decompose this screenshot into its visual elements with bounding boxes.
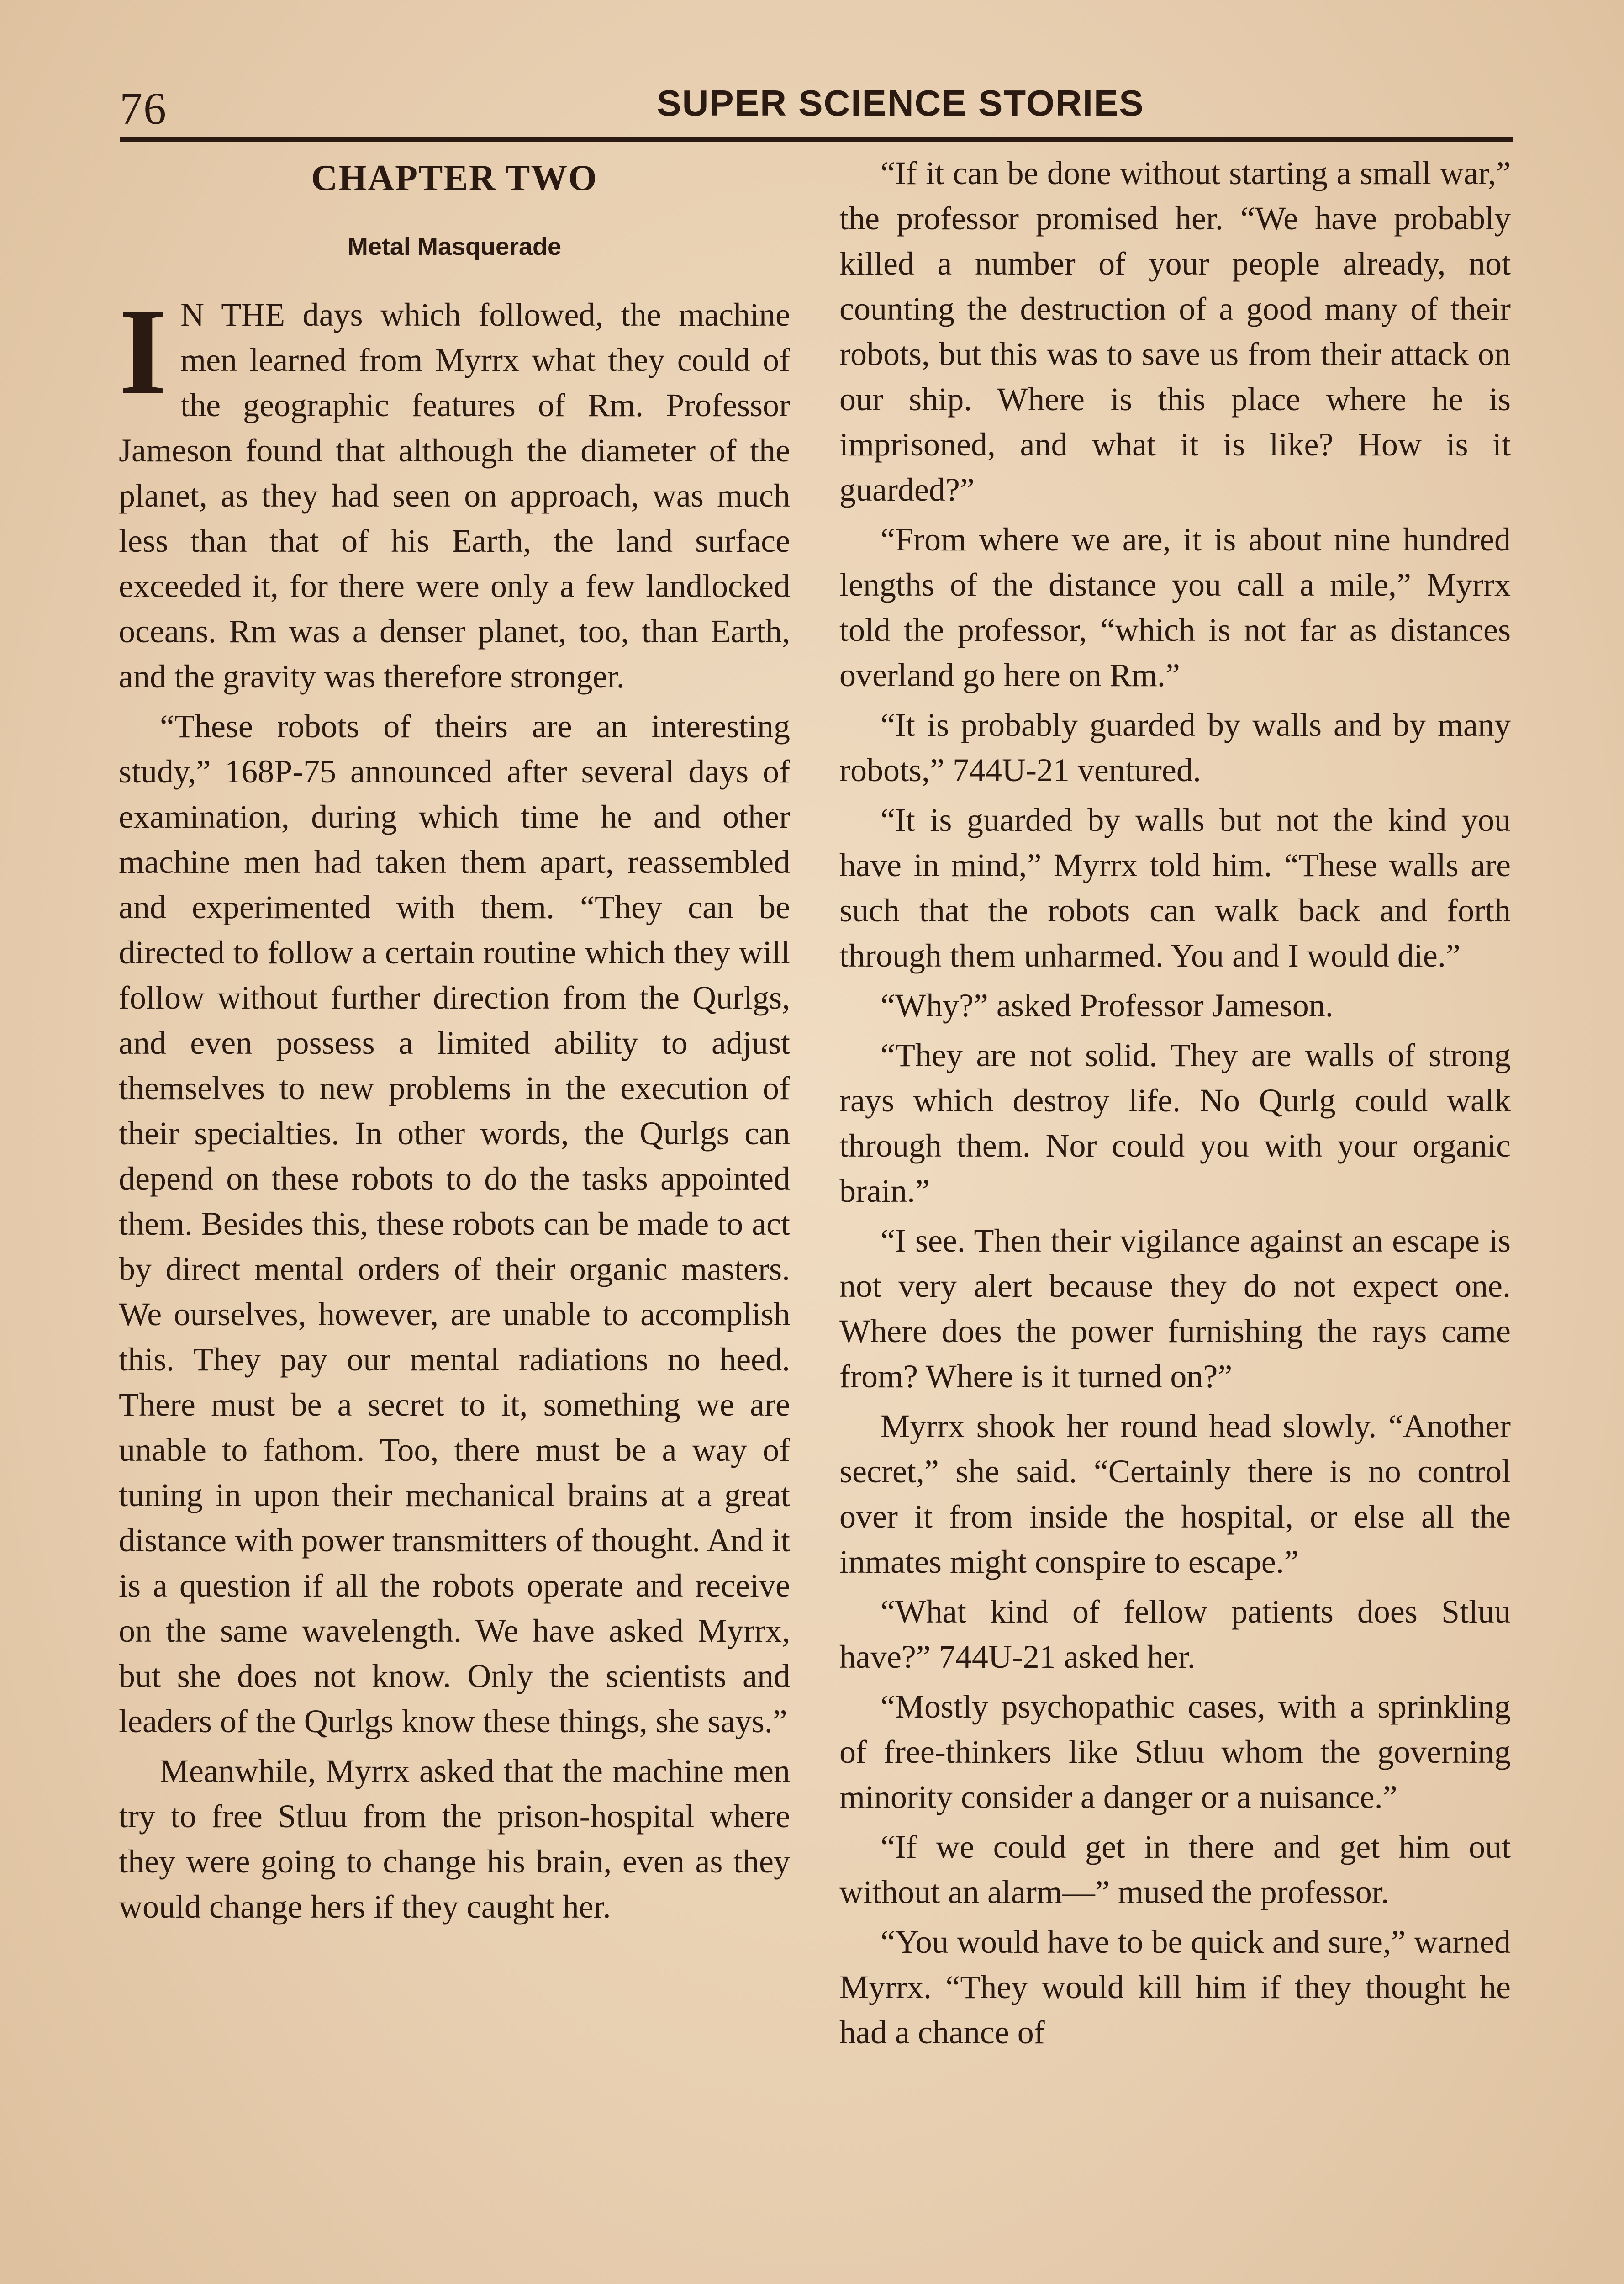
- drop-cap: I: [119, 283, 167, 420]
- chapter-subtitle: Metal Masquerade: [347, 233, 562, 260]
- header-rule: [120, 137, 1513, 142]
- paragraph: “From where we are, it is about nine hundred lengths of the distance you call a mile,” Myrrx told the professor, “which is not far as distances overland go here on Rm.”: [839, 521, 1511, 693]
- running-title: SUPER SCIENCE STORIES: [657, 83, 1144, 123]
- paragraph: “These robots of theirs are an interesting study,” 168P-75 announced after several days of examination, during which time he and other machine men had taken them apart, reassembled and experimented with them. “They can be directed to follow a certain routine which they will follow without further direction from the Qurlgs, and even possess a limited ability to adjust themselves to new problems in the execution of their specialties. In other words, the Qurlgs can depend on these robots to do the tasks appointed them. Besides this, these robots can be made to act by direct mental orders of their organic masters. We ourselves, however, are unable to accomplish this. They pay our mental radiations no heed. There must be a secret to it, something we are unable to fathom. Too, there must be a way of tuning in upon their mechanical brains at a great distance with power transmitters of thought. And it is a question if all the robots operate and receive on the same wavelength. We have asked Myrrx, but she does not know. Only the scientists and leaders of the Qurlgs know these things, she says.”: [119, 708, 790, 1739]
- paragraph: “Why?” asked Professor Jameson.: [881, 987, 1334, 1024]
- paragraph: “I see. Then their vigilance against an escape is not very alert because they do not expect one. Where does the power furnishing the rays came from? Where is it turned on?”: [839, 1222, 1511, 1395]
- right-column: [839, 151, 1511, 2060]
- paragraph: Meanwhile, Myrrx asked that the machine men try to free Stluu from the prison-hospital where they were going to change his brain, even as they would change hers if they caught her.: [119, 1753, 790, 1925]
- chapter-title: CHAPTER TWO: [311, 158, 598, 198]
- paragraph: “If we could get in there and get him out without an alarm—” mused the professor.: [839, 1829, 1511, 1910]
- left-column: [119, 151, 790, 1934]
- paragraph: “Mostly psychopathic cases, with a sprinkling of free-thinkers like Stluu whom the governing minority consider a danger or a nuisance.”: [839, 1688, 1511, 1815]
- page-number: 76: [120, 83, 167, 134]
- paragraph: “What kind of fellow patients does Stluu have?” 744U-21 asked her.: [839, 1593, 1511, 1675]
- paragraph: “It is guarded by walls but not the kind you have in mind,” Myrrx told him. “These walls are such that the robots can walk back and forth through them unharmed. You and I would die.”: [839, 802, 1511, 974]
- paragraph: “They are not solid. They are walls of strong rays which destroy life. No Qurlg could walk through them. Nor could you with your organic brain.”: [839, 1037, 1511, 1209]
- first-paragraph-text: N THE days which followed, the machine men learned from Myrrx what they could of the geographic features of Rm. Professor Jameson found that although the diameter of the planet, as they had seen on approach, was much less than that of his Earth, the land surface exceeded it, for there were only a few landlocked oceans. Rm was a denser planet, too, than Earth, and the gravity was therefore stronger.: [119, 296, 790, 695]
- paragraph: “If it can be done without starting a small war,” the professor promised her. “We have probably killed a number of your people already, not counting the destruction of a good many of their robots, but this was to save us from their attack on our ship. Where is this place where he is imprisoned, and what it is like? How is it guarded?”: [839, 155, 1511, 508]
- paragraph: “It is probably guarded by walls and by many robots,” 744U-21 ventured.: [839, 707, 1511, 788]
- paragraph: “You would have to be quick and sure,” warned Myrrx. “They would kill him if they thought he had a chance of: [839, 1924, 1511, 2051]
- first-paragraph: [119, 283, 790, 699]
- page-header: [120, 78, 1513, 146]
- paragraph: Myrrx shook her round head slowly. “Another secret,” she said. “Certainly there is no control over it from inside the hospital, or else all the inmates might conspire to escape.”: [839, 1408, 1511, 1580]
